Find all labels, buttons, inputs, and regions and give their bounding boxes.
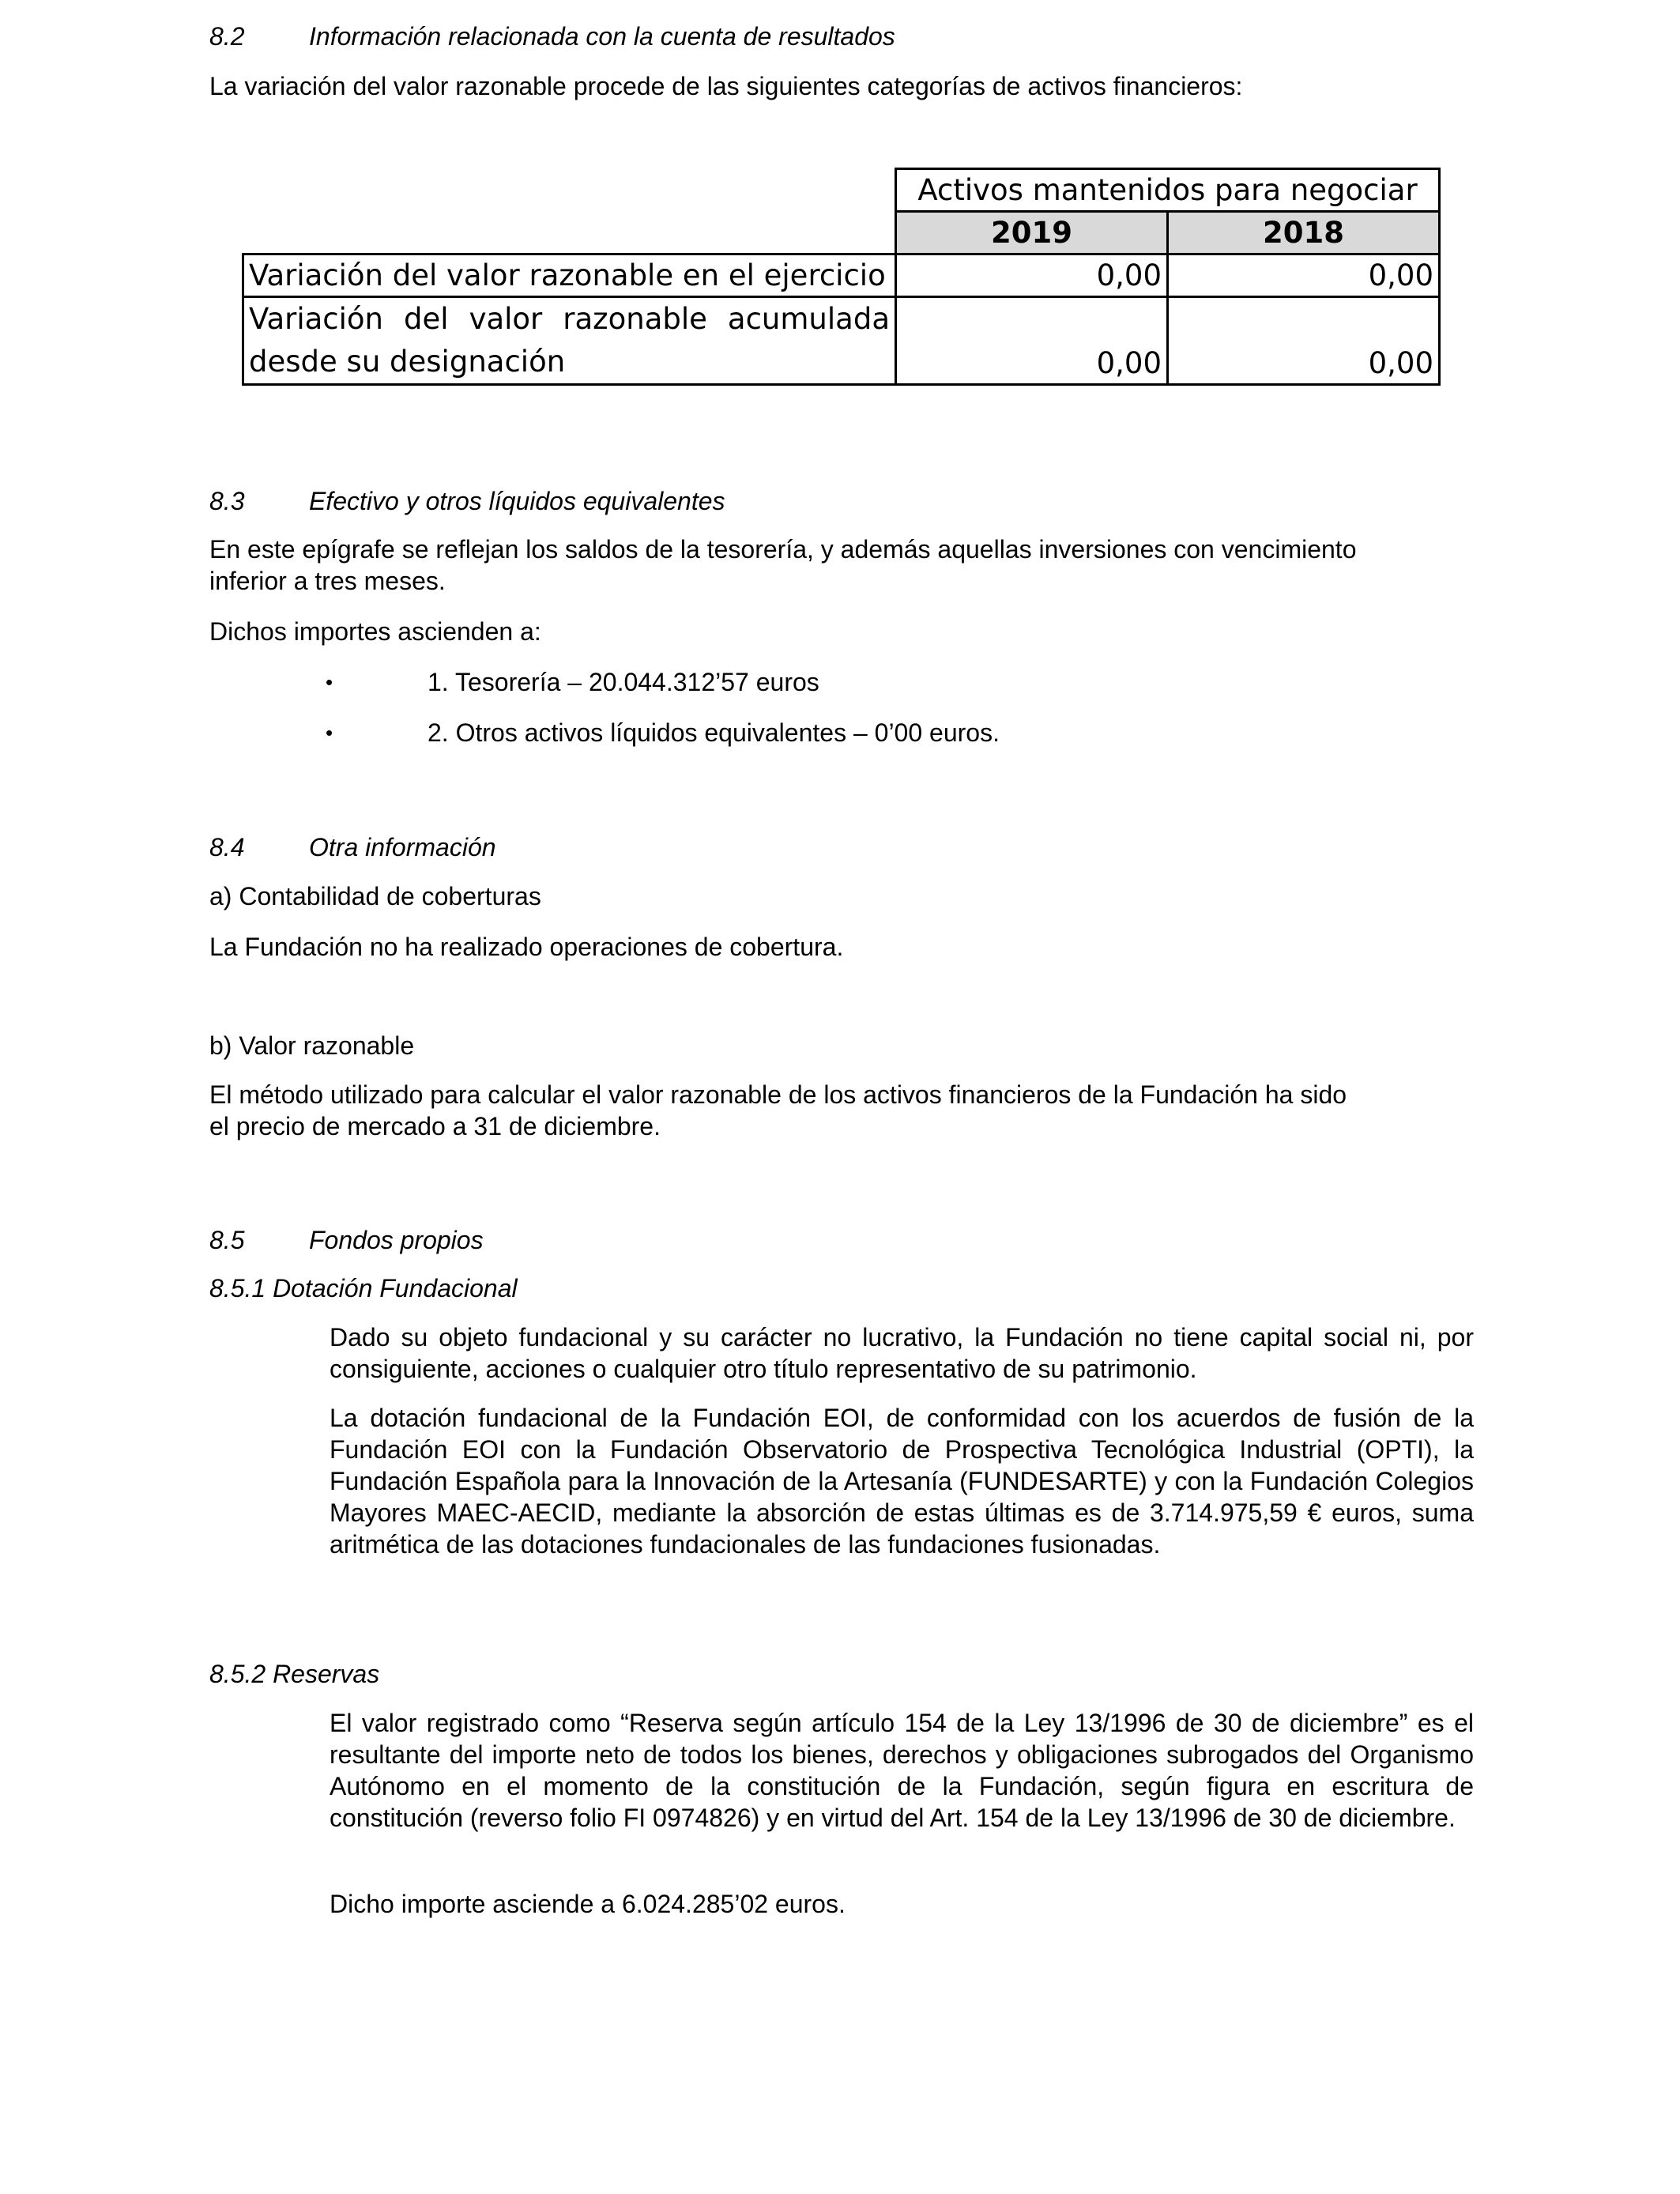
row-value-2018: 0,00 bbox=[1168, 254, 1440, 297]
table-group-header: Activos mantenidos para negociar bbox=[896, 169, 1440, 212]
fair-value-table bbox=[242, 168, 1441, 386]
section-8-3-number: 8.3 bbox=[209, 487, 245, 515]
reserves-paragraph-1: El valor registrado como “Reserva según artículo 154 de la Ley 13/1996 de 30 de diciembre” es el resultante del importe neto de todos los bienes, derechos y obligaciones subrogados del Organismo Autónomo en el momento de la constitución de la Fundación, según figura en escritura de constitución (reverso folio FI 0974826) y en virtud del Art. 154 de la Ley 13/1996 de 30 de diciembre. bbox=[330, 1709, 1474, 1832]
table-row bbox=[243, 297, 1440, 385]
fair-value-paragraph bbox=[209, 1079, 1347, 1142]
foundational-endowment-paragraph-2: La dotación fundacional de la Fundación EOI, de conformidad con los acuerdos de fusión de la Fundación EOI con la Fundación Observatorio de Prospectiva Tecnológica Industrial (OPTI), la Fundación Española para la Innovación de la Artesanía (FUNDESARTE) y con la Fundación Colegios Mayores MAEC-AECID, mediante la absorción de estas últimas es de 3.714.975,59 € euros, suma aritmética de las dotaciones fundacionales de las fundaciones fusionadas. bbox=[330, 1404, 1474, 1559]
table-empty-corner bbox=[243, 169, 896, 212]
section-8-2-intro: La variación del valor razonable procede de las siguientes categorías de activos financieros: bbox=[209, 72, 1243, 100]
section-8-4-title: Otra información bbox=[309, 833, 496, 861]
row-value-2019: 0,00 bbox=[896, 297, 1168, 385]
fair-value-paragraph-line-2: el precio de mercado a 31 de diciembre. bbox=[209, 1112, 661, 1140]
section-8-2-number: 8.2 bbox=[209, 22, 245, 51]
section-8-4-number: 8.4 bbox=[209, 833, 245, 861]
hedging-heading: a) Contabilidad de coberturas bbox=[209, 882, 541, 910]
table-years-row bbox=[243, 212, 1440, 254]
section-8-5-1-title: 8.5.1 Dotación Fundacional bbox=[209, 1274, 518, 1302]
list-item: 1. Tesorería – 20.044.312’57 euros bbox=[428, 668, 819, 696]
list-item: 2. Otros activos líquidos equivalentes – 0’00 euros. bbox=[428, 718, 1000, 747]
table-empty-corner bbox=[243, 212, 896, 254]
reserves-paragraph-2: Dicho importe asciende a 6.024.285’02 euros. bbox=[330, 1890, 846, 1918]
section-8-5-title: Fondos propios bbox=[309, 1226, 484, 1254]
table-header-row bbox=[243, 169, 1440, 212]
fair-value-heading: b) Valor razonable bbox=[209, 1031, 415, 1060]
fair-value-paragraph-line-1: El método utilizado para calcular el valor razonable de los activos financieros de la Fundación ha sido bbox=[209, 1080, 1347, 1109]
row-value-2018: 0,00 bbox=[1168, 297, 1440, 385]
section-8-3-paragraph-line-1: En este epígrafe se reflejan los saldos de la tesorería, y además aquellas inversiones con vencimiento bbox=[209, 535, 1357, 564]
row-label: Variación del valor razonable en el ejercicio bbox=[243, 254, 896, 297]
bullet-icon: • bbox=[326, 721, 333, 745]
section-8-2-title: Información relacionada con la cuenta de resultados bbox=[309, 22, 895, 51]
section-8-3-title: Efectivo y otros líquidos equivalentes bbox=[309, 487, 725, 515]
row-label-line-1: Variación del valor razonable acumulada bbox=[249, 302, 890, 336]
section-8-5-2-title: 8.5.2 Reservas bbox=[209, 1660, 380, 1688]
section-8-3-paragraph-line-2: inferior a tres meses. bbox=[209, 567, 446, 595]
bullet-icon: • bbox=[326, 670, 333, 694]
hedging-text: La Fundación no ha realizado operaciones de cobertura. bbox=[209, 933, 844, 961]
row-label-line-2: desde su designación bbox=[249, 345, 566, 379]
section-8-3-amounts-intro: Dichos importes ascienden a: bbox=[209, 617, 541, 646]
section-8-3-paragraph bbox=[209, 533, 1356, 597]
table-year-2019: 2019 bbox=[896, 212, 1168, 254]
table-row bbox=[243, 254, 1440, 297]
table-year-2018: 2018 bbox=[1168, 212, 1440, 254]
row-label bbox=[243, 297, 896, 385]
row-value-2019: 0,00 bbox=[896, 254, 1168, 297]
section-8-5-number: 8.5 bbox=[209, 1226, 245, 1254]
foundational-endowment-paragraph-1: Dado su objeto fundacional y su carácter no lucrativo, la Fundación no tiene capital social ni, por consiguiente, acciones o cualquier otro título representativo de su patrimonio. bbox=[330, 1323, 1474, 1383]
